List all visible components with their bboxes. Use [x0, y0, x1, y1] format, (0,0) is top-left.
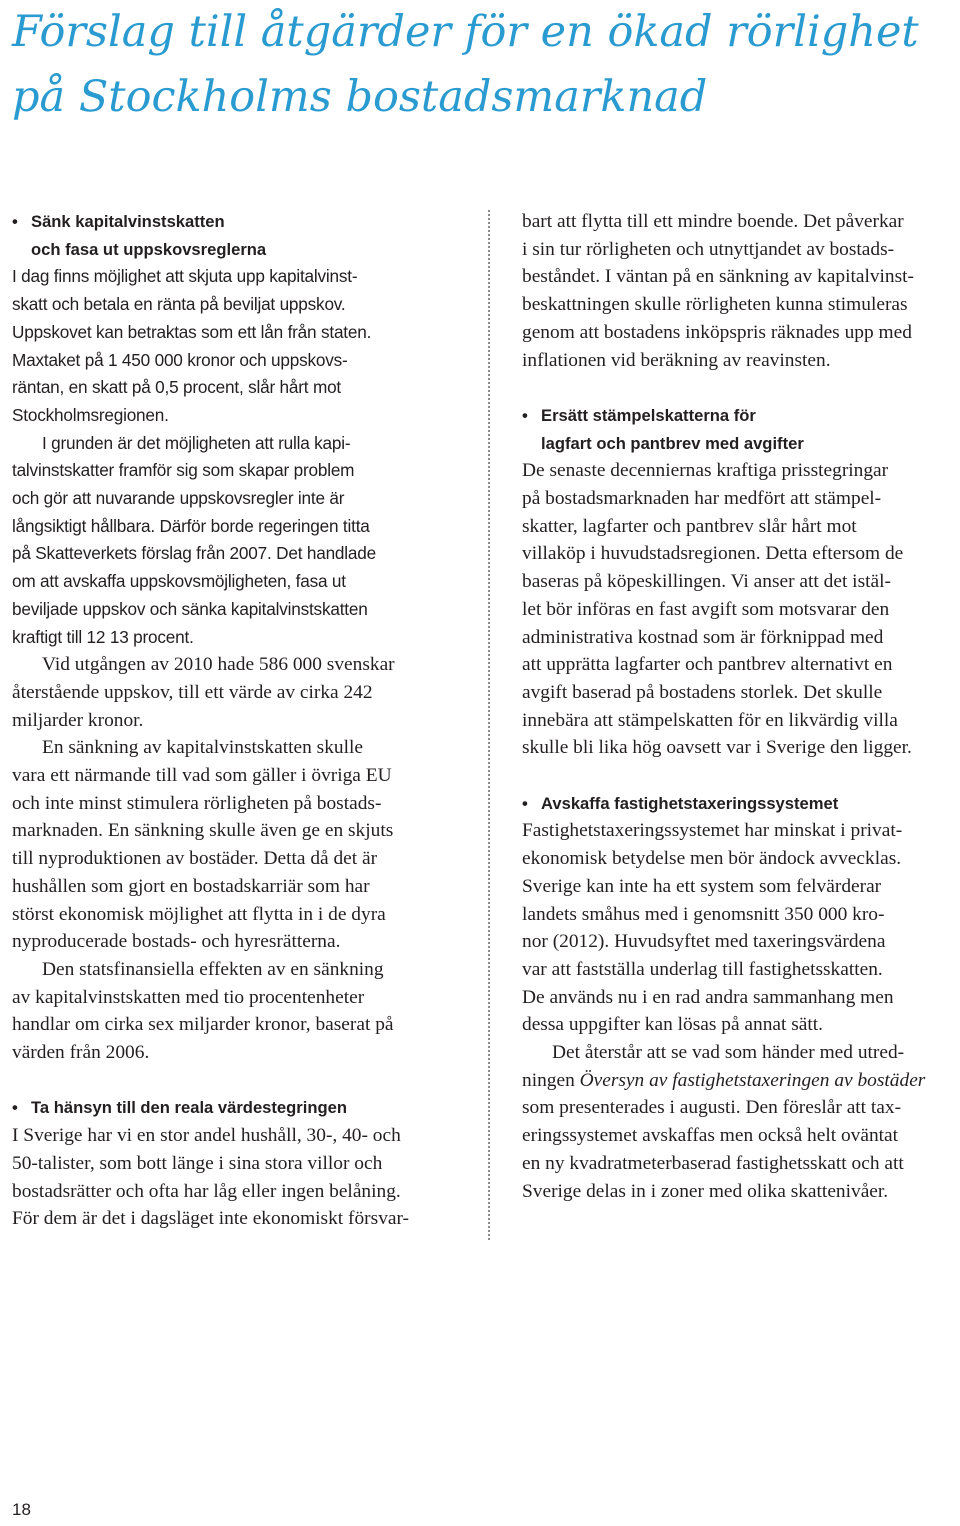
section-heading-capital-gains: • Sänk kapitalvinstskatten och fasa ut uppskovsreglerna: [12, 208, 464, 263]
column-divider: [488, 210, 490, 1240]
section-heading-property-assessment: • Avskaffa fastighetstaxeringssystemet: [522, 790, 960, 818]
paragraph: En sänkning av kapitalvinstskatten skulle vara ett närmande till vad som gäller i övriga EU och inte minst stimulera rörligheten på bostads- marknaden. En sänkning skulle även ge en skjuts till nyproduktionen av bostäder. Detta då det är hushållen som gjort en bostadskarriär som har störst ekonomisk möjlighet att flytta in i de dyra nyproducerade bostads- och hyresrätterna.: [12, 737, 394, 953]
bullet-icon: •: [12, 1098, 18, 1118]
bullet-icon: •: [12, 212, 18, 231]
spacer: [12, 1067, 464, 1095]
paragraph: De senaste decenniernas kraftiga prisstegringar på bostadsmarknaden har medfört att stämpel- skatter, lagfarter och pantbrev slår hårt mot villaköp i huvudstadsregionen. Detta eftersom de baseras på köpeskillingen. Vi anser att det istäl- let bör införas en fast avgift som motsvarar den administrativa kostnad som är förknippad med att upprätta lagfarter och pantbrev alternativt en avgift baserad på bostadens storlek. Det skulle innebära att stämpelskatten för en likvärdig villa skulle bli lika hög oavsett var i Sverige den ligger.: [522, 460, 912, 759]
left-column: [12, 208, 464, 1233]
page-number: 18: [12, 1500, 31, 1519]
title-line-1: Förslag till åtgärder för en ökad rörlighet: [12, 7, 919, 57]
bullet-icon: •: [522, 405, 528, 425]
paragraph: Fastighetstaxeringssystemet har minskat i privat- ekonomisk betydelse men bör ändock avvecklas. Sverige kan inte ha ett system som felvärderar landets småhus med i genomsnitt 350 000 kro- nor (2012). Huvudsyftet med taxeringsvärdena var att fastställa underlag till fastighetsskatten. De används nu i en rad andra sammanhang men dessa uppgifter kan lösas på annat sätt.: [522, 820, 903, 1036]
paragraph: bart att flytta till ett mindre boende. Det påverkar i sin tur rörligheten och utnyttjandet av bostads- beståndet. I väntan på en sänkning av kapitalvinst- beskattningen skulle rörligheten kunna stimuleras genom att bostadens inköpspris räknades upp med inflationen vid beräkning av reavinsten.: [522, 211, 915, 371]
page-title: [12, 0, 952, 130]
paragraph: I dag finns möjlighet att skjuta upp kapitalvinst- skatt och betala en ränta på beviljat uppskov. Uppskovet kan betraktas som ett lån från staten. Maxtaket på 1 450 000 kronor och uppskovs- räntan, en skatt på 0,5 procent, slår hårt mot Stockholmsregionen.: [12, 266, 372, 425]
report-title: Översyn av fastighetstaxeringen av bostäder: [579, 1069, 926, 1091]
section-heading-stamp-duty: • Ersätt stämpelskatterna för lagfart och pantbrev med avgifter: [522, 402, 960, 457]
title-line-2: på Stockholms bostadsmarknad: [12, 72, 708, 122]
paragraph: I Sverige har vi en stor andel hushåll, 30-, 40- och 50-talister, som bott länge i sina stora villor och bostadsrätter och ofta har låg eller ingen belåning. För dem är det i dagsläget inte ekonomiskt försvar-: [12, 1125, 410, 1230]
spacer: [522, 374, 960, 402]
paragraph: Det återstår att se vad som händer med utred- ningen Översyn av fastighetstaxeringen av bostäder som presenterades i augusti. Den föreslår att tax- eringssystemet avskaffas men också helt oväntat en ny kvadratmeterbaserad fastighetsskatt och att Sverige delas in i zoner med olika skattenivåer.: [522, 1042, 926, 1202]
right-column: [522, 208, 960, 1205]
paragraph: I grunden är det möjligheten att rulla kapi- talvinstskatter framför sig som skapar problem och gör att nuvarande uppskovsregler inte är långsiktigt hållbara. Därför borde regeringen titta på Skatteverkets förslag från 2007. Det handlade om att avskaffa uppskovsmöjligheten, fasa ut beviljade uppskov och sänka kapitalvinstskatten kraftigt till 12 13 procent.: [12, 432, 376, 647]
paragraph: Vid utgången av 2010 hade 586 000 svenskar återstående uppskov, till ett värde av cirka 242 miljarder kronor.: [12, 654, 395, 731]
bullet-icon: •: [522, 793, 528, 813]
section-heading-real-value: • Ta hänsyn till den reala värdestegringen: [12, 1094, 464, 1122]
paragraph: Den statsfinansiella effekten av en sänkning av kapitalvinstskatten med tio procentenheter handlar om cirka sex miljarder kronor, baserat på värden från 2006.: [12, 958, 394, 1064]
spacer: [522, 762, 960, 790]
